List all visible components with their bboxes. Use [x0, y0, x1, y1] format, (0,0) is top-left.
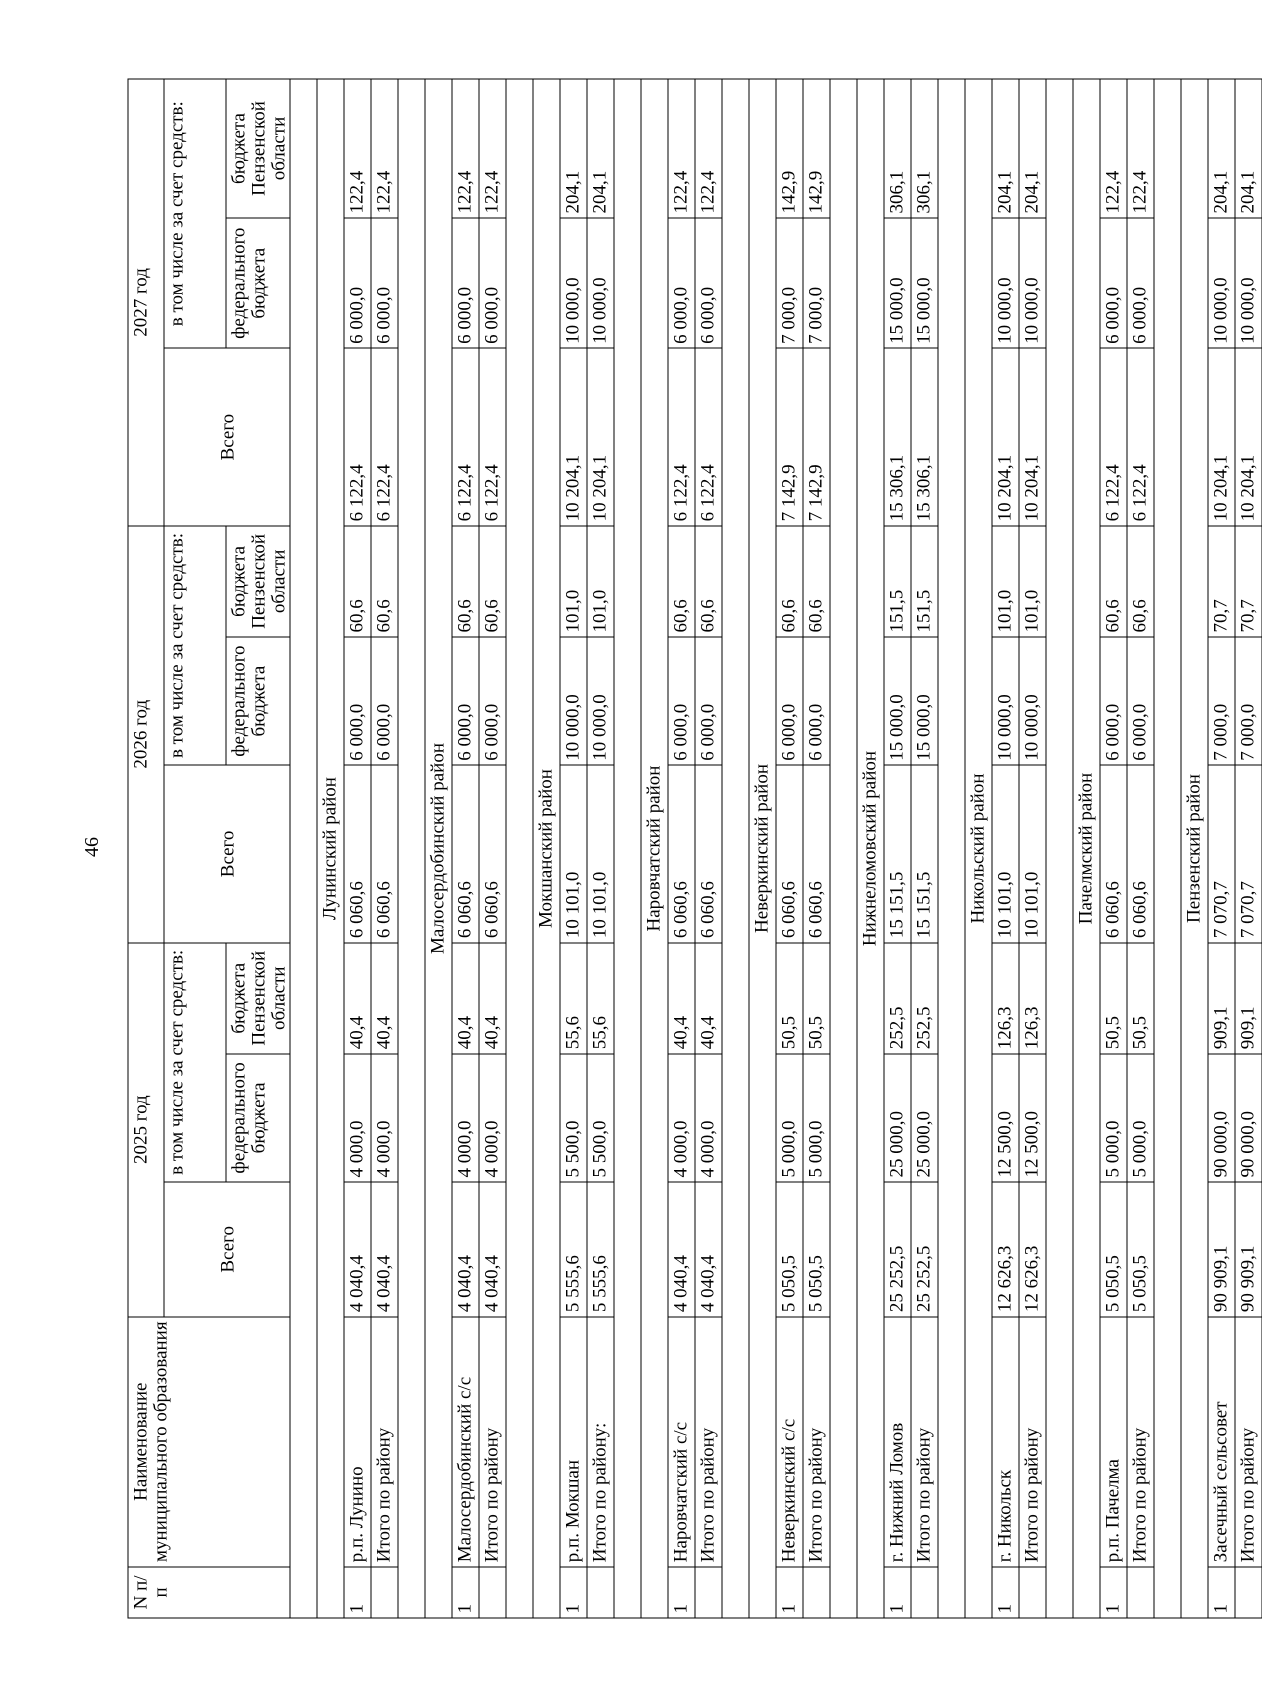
spacer-cell [1046, 79, 1073, 1618]
cell-total-2027: 10 204,1 [587, 348, 614, 525]
table-row [884, 79, 911, 1618]
total-row [1235, 79, 1262, 1618]
cell-federal-2026: 6 000,0 [452, 637, 479, 765]
municipality-name: Итого по району [1019, 1317, 1046, 1567]
cell-regional-2025: 252,5 [884, 943, 911, 1054]
total-row [371, 79, 398, 1618]
municipality-name: Итого по району [803, 1317, 830, 1567]
cell-federal-2025: 12 500,0 [992, 1054, 1019, 1182]
cell-regional-2025: 40,4 [479, 943, 506, 1054]
table-row [992, 79, 1019, 1618]
cell-total-2026: 7 070,7 [1208, 765, 1235, 942]
row-number [1019, 1567, 1046, 1618]
district-row [857, 79, 884, 1618]
cell-federal-2025: 5 000,0 [1127, 1054, 1154, 1182]
spacer-cell [830, 79, 857, 1618]
cell-total-2027: 15 306,1 [911, 348, 938, 525]
cell-regional-2025: 40,4 [452, 943, 479, 1054]
cell-total-2027: 10 204,1 [1235, 348, 1262, 525]
spacer-row [506, 79, 533, 1618]
row-number: 1 [992, 1567, 1019, 1618]
header-federal-2025: федерального бюджета [226, 1054, 290, 1182]
spacer-cell [1154, 79, 1181, 1618]
cell-regional-2027: 122,4 [371, 79, 398, 218]
cell-regional-2025: 40,4 [371, 943, 398, 1054]
row-number: 1 [776, 1567, 803, 1618]
district-name: Малосердобинский район [425, 79, 452, 1618]
spacer-row [290, 79, 317, 1618]
cell-regional-2027: 122,4 [344, 79, 371, 218]
cell-total-2026: 6 060,6 [668, 765, 695, 942]
row-number: 1 [452, 1567, 479, 1618]
cell-regional-2027: 142,9 [776, 79, 803, 218]
row-number [479, 1567, 506, 1618]
table-header [128, 79, 290, 1618]
cell-regional-2026: 60,6 [668, 526, 695, 637]
cell-federal-2026: 6 000,0 [1100, 637, 1127, 765]
spacer-row [938, 79, 965, 1618]
spacer-cell [614, 79, 641, 1618]
cell-total-2026: 7 070,7 [1235, 765, 1262, 942]
row-number [587, 1567, 614, 1618]
cell-regional-2025: 40,4 [344, 943, 371, 1054]
spacer-row [1046, 79, 1073, 1618]
total-row [803, 79, 830, 1618]
page-number: 46 [81, 837, 103, 857]
cell-federal-2025: 4 000,0 [479, 1054, 506, 1182]
total-row [587, 79, 614, 1618]
cell-federal-2027: 10 000,0 [1208, 218, 1235, 348]
cell-federal-2025: 5 500,0 [587, 1054, 614, 1182]
cell-federal-2027: 15 000,0 [884, 218, 911, 348]
row-number [803, 1567, 830, 1618]
table-row [344, 79, 371, 1618]
cell-regional-2026: 151,5 [911, 526, 938, 637]
spacer-row [398, 79, 425, 1618]
cell-total-2026: 6 060,6 [479, 765, 506, 942]
district-row [317, 79, 344, 1618]
district-name: Лунинский район [317, 79, 344, 1618]
cell-total-2026: 6 060,6 [1127, 765, 1154, 942]
cell-total-2026: 6 060,6 [371, 765, 398, 942]
cell-regional-2026: 60,6 [803, 526, 830, 637]
municipality-name: р.п. Лунино [344, 1317, 371, 1567]
table-body [290, 79, 1262, 1618]
table-row [452, 79, 479, 1618]
cell-total-2025: 5 555,6 [587, 1182, 614, 1317]
cell-total-2027: 10 204,1 [560, 348, 587, 525]
cell-regional-2026: 101,0 [587, 526, 614, 637]
cell-federal-2026: 7 000,0 [1208, 637, 1235, 765]
cell-regional-2027: 122,4 [668, 79, 695, 218]
cell-federal-2025: 5 500,0 [560, 1054, 587, 1182]
total-row [911, 79, 938, 1618]
cell-federal-2027: 15 000,0 [911, 218, 938, 348]
district-row [1073, 79, 1100, 1618]
cell-federal-2027: 10 000,0 [560, 218, 587, 348]
spacer-row [830, 79, 857, 1618]
cell-regional-2027: 204,1 [992, 79, 1019, 218]
total-row [1019, 79, 1046, 1618]
municipality-name: р.п. Мокшан [560, 1317, 587, 1567]
cell-regional-2026: 70,7 [1235, 526, 1262, 637]
cell-total-2027: 7 142,9 [776, 348, 803, 525]
district-row [1181, 79, 1208, 1618]
row-number: 1 [668, 1567, 695, 1618]
cell-federal-2027: 6 000,0 [1127, 218, 1154, 348]
cell-federal-2027: 6 000,0 [1100, 218, 1127, 348]
cell-total-2027: 6 122,4 [452, 348, 479, 525]
municipality-name: р.п. Пачелма [1100, 1317, 1127, 1567]
cell-federal-2025: 5 000,0 [1100, 1054, 1127, 1182]
cell-total-2025: 25 252,5 [911, 1182, 938, 1317]
district-row [425, 79, 452, 1618]
spacer-cell [722, 79, 749, 1618]
total-row [1127, 79, 1154, 1618]
cell-regional-2025: 55,6 [560, 943, 587, 1054]
cell-total-2026: 15 151,5 [911, 765, 938, 942]
cell-total-2025: 5 050,5 [1100, 1182, 1127, 1317]
cell-federal-2027: 6 000,0 [452, 218, 479, 348]
cell-total-2025: 5 050,5 [803, 1182, 830, 1317]
cell-federal-2027: 10 000,0 [992, 218, 1019, 348]
cell-regional-2027: 122,4 [479, 79, 506, 218]
cell-total-2026: 10 101,0 [587, 765, 614, 942]
cell-federal-2026: 6 000,0 [776, 637, 803, 765]
cell-federal-2025: 4 000,0 [695, 1054, 722, 1182]
cell-federal-2027: 7 000,0 [776, 218, 803, 348]
header-total-2026: Всего [164, 765, 290, 942]
cell-total-2027: 15 306,1 [884, 348, 911, 525]
row-number: 1 [1100, 1567, 1127, 1618]
district-name: Пачелмский район [1073, 79, 1100, 1618]
spacer-cell [506, 79, 533, 1618]
cell-total-2027: 6 122,4 [668, 348, 695, 525]
row-number: 1 [1208, 1567, 1235, 1618]
cell-total-2027: 10 204,1 [1019, 348, 1046, 525]
cell-regional-2026: 101,0 [1019, 526, 1046, 637]
header-including-2025: в том числе за счет средств: [164, 943, 226, 1182]
cell-federal-2027: 7 000,0 [803, 218, 830, 348]
cell-federal-2026: 7 000,0 [1235, 637, 1262, 765]
row-number: 1 [884, 1567, 911, 1618]
cell-regional-2027: 122,4 [1127, 79, 1154, 218]
cell-total-2025: 12 626,3 [992, 1182, 1019, 1317]
municipality-name: Итого по району: [587, 1317, 614, 1567]
cell-federal-2027: 10 000,0 [587, 218, 614, 348]
municipality-name: Неверкинский с/с [776, 1317, 803, 1567]
municipality-name: Засечный сельсовет [1208, 1317, 1235, 1567]
cell-regional-2026: 60,6 [452, 526, 479, 637]
cell-regional-2025: 50,5 [776, 943, 803, 1054]
cell-regional-2026: 60,6 [776, 526, 803, 637]
cell-federal-2027: 10 000,0 [1019, 218, 1046, 348]
cell-federal-2026: 6 000,0 [1127, 637, 1154, 765]
spacer-row [614, 79, 641, 1618]
row-number [371, 1567, 398, 1618]
district-name: Никольский район [965, 79, 992, 1618]
cell-federal-2025: 90 000,0 [1235, 1054, 1262, 1182]
cell-total-2027: 6 122,4 [344, 348, 371, 525]
cell-total-2025: 5 050,5 [776, 1182, 803, 1317]
cell-federal-2026: 6 000,0 [695, 637, 722, 765]
cell-regional-2026: 151,5 [884, 526, 911, 637]
cell-regional-2026: 60,6 [1127, 526, 1154, 637]
municipality-name: Итого по району [1235, 1317, 1262, 1567]
cell-federal-2026: 6 000,0 [479, 637, 506, 765]
cell-total-2026: 6 060,6 [452, 765, 479, 942]
cell-federal-2027: 6 000,0 [668, 218, 695, 348]
cell-total-2026: 6 060,6 [1100, 765, 1127, 942]
municipality-name: Итого по району [1127, 1317, 1154, 1567]
cell-total-2026: 10 101,0 [1019, 765, 1046, 942]
table-row [1208, 79, 1235, 1618]
district-row [749, 79, 776, 1618]
cell-regional-2025: 50,5 [803, 943, 830, 1054]
cell-federal-2026: 6 000,0 [371, 637, 398, 765]
municipality-name: Итого по району [479, 1317, 506, 1567]
budget-table [128, 79, 1262, 1619]
municipality-name: Итого по району [911, 1317, 938, 1567]
cell-regional-2027: 122,4 [452, 79, 479, 218]
cell-regional-2025: 50,5 [1100, 943, 1127, 1054]
row-number: 1 [560, 1567, 587, 1618]
cell-regional-2026: 101,0 [560, 526, 587, 637]
cell-federal-2025: 5 000,0 [776, 1054, 803, 1182]
table-row [668, 79, 695, 1618]
district-name: Неверкинский район [749, 79, 776, 1618]
cell-total-2027: 10 204,1 [1208, 348, 1235, 525]
cell-regional-2025: 50,5 [1127, 943, 1154, 1054]
cell-regional-2027: 306,1 [884, 79, 911, 218]
cell-federal-2027: 6 000,0 [479, 218, 506, 348]
cell-total-2025: 4 040,4 [695, 1182, 722, 1317]
header-including-2027: в том числе за счет средств: [164, 79, 226, 348]
cell-total-2026: 15 151,5 [884, 765, 911, 942]
total-row [479, 79, 506, 1618]
cell-total-2025: 5 555,6 [560, 1182, 587, 1317]
cell-federal-2026: 15 000,0 [911, 637, 938, 765]
cell-total-2027: 6 122,4 [1127, 348, 1154, 525]
header-n: N п/п [128, 1567, 290, 1618]
cell-total-2025: 12 626,3 [1019, 1182, 1046, 1317]
cell-federal-2025: 90 000,0 [1208, 1054, 1235, 1182]
cell-federal-2026: 6 000,0 [803, 637, 830, 765]
cell-federal-2025: 12 500,0 [1019, 1054, 1046, 1182]
table-row [1100, 79, 1127, 1618]
header-federal-2027: федерального бюджета [226, 218, 290, 348]
cell-regional-2026: 70,7 [1208, 526, 1235, 637]
cell-total-2025: 4 040,4 [452, 1182, 479, 1317]
cell-federal-2025: 4 000,0 [668, 1054, 695, 1182]
municipality-name: Итого по району [695, 1317, 722, 1567]
municipality-name: г. Никольск [992, 1317, 1019, 1567]
cell-regional-2025: 909,1 [1235, 943, 1262, 1054]
row-number [695, 1567, 722, 1618]
cell-total-2026: 6 060,6 [695, 765, 722, 942]
cell-total-2026: 6 060,6 [803, 765, 830, 942]
row-number [1235, 1567, 1262, 1618]
municipality-name: г. Нижний Ломов [884, 1317, 911, 1567]
cell-total-2025: 4 040,4 [344, 1182, 371, 1317]
cell-regional-2027: 204,1 [1235, 79, 1262, 218]
header-name: Наименование муниципального образования [128, 1317, 290, 1567]
cell-total-2027: 6 122,4 [1100, 348, 1127, 525]
cell-regional-2025: 55,6 [587, 943, 614, 1054]
cell-federal-2025: 25 000,0 [884, 1054, 911, 1182]
district-row [533, 79, 560, 1618]
cell-regional-2026: 60,6 [695, 526, 722, 637]
district-name: Мокшанский район [533, 79, 560, 1618]
cell-total-2025: 4 040,4 [371, 1182, 398, 1317]
cell-total-2025: 5 050,5 [1127, 1182, 1154, 1317]
municipality-name: Малосердобинский с/с [452, 1317, 479, 1567]
cell-regional-2027: 204,1 [1019, 79, 1046, 218]
cell-total-2027: 6 122,4 [695, 348, 722, 525]
header-year-2027: 2027 год [128, 79, 164, 526]
cell-federal-2025: 25 000,0 [911, 1054, 938, 1182]
cell-regional-2027: 142,9 [803, 79, 830, 218]
cell-total-2027: 6 122,4 [479, 348, 506, 525]
cell-federal-2026: 10 000,0 [560, 637, 587, 765]
cell-federal-2027: 6 000,0 [371, 218, 398, 348]
district-name: Нижнеломовский район [857, 79, 884, 1618]
header-regional-2025: бюджета Пензенской области [226, 943, 290, 1054]
cell-federal-2025: 4 000,0 [452, 1054, 479, 1182]
cell-total-2025: 4 040,4 [668, 1182, 695, 1317]
cell-federal-2027: 6 000,0 [695, 218, 722, 348]
district-name: Пензенский район [1181, 79, 1208, 1618]
cell-regional-2025: 252,5 [911, 943, 938, 1054]
cell-total-2027: 7 142,9 [803, 348, 830, 525]
cell-regional-2026: 60,6 [371, 526, 398, 637]
cell-federal-2026: 6 000,0 [668, 637, 695, 765]
cell-total-2025: 25 252,5 [884, 1182, 911, 1317]
cell-regional-2026: 101,0 [992, 526, 1019, 637]
cell-regional-2026: 60,6 [1100, 526, 1127, 637]
header-including-2026: в том числе за счет средств: [164, 526, 226, 765]
cell-regional-2027: 306,1 [911, 79, 938, 218]
spacer-cell [398, 79, 425, 1618]
cell-total-2027: 6 122,4 [371, 348, 398, 525]
spacer-cell [290, 79, 317, 1618]
cell-regional-2027: 204,1 [587, 79, 614, 218]
cell-regional-2027: 122,4 [695, 79, 722, 218]
cell-federal-2025: 4 000,0 [371, 1054, 398, 1182]
municipality-name: Наровчатский с/с [668, 1317, 695, 1567]
cell-regional-2027: 204,1 [1208, 79, 1235, 218]
cell-total-2027: 10 204,1 [992, 348, 1019, 525]
cell-regional-2025: 126,3 [1019, 943, 1046, 1054]
cell-regional-2027: 204,1 [560, 79, 587, 218]
cell-federal-2027: 6 000,0 [344, 218, 371, 348]
cell-regional-2025: 40,4 [668, 943, 695, 1054]
cell-regional-2027: 122,4 [1100, 79, 1127, 218]
table-row [776, 79, 803, 1618]
cell-federal-2026: 10 000,0 [587, 637, 614, 765]
cell-federal-2026: 15 000,0 [884, 637, 911, 765]
district-row [641, 79, 668, 1618]
cell-total-2025: 4 040,4 [479, 1182, 506, 1317]
cell-regional-2025: 909,1 [1208, 943, 1235, 1054]
cell-total-2026: 10 101,0 [560, 765, 587, 942]
cell-federal-2025: 5 000,0 [803, 1054, 830, 1182]
row-number [1127, 1567, 1154, 1618]
cell-total-2026: 6 060,6 [776, 765, 803, 942]
cell-total-2026: 10 101,0 [992, 765, 1019, 942]
header-year-2025: 2025 год [128, 943, 164, 1317]
cell-regional-2026: 60,6 [344, 526, 371, 637]
row-number: 1 [344, 1567, 371, 1618]
cell-regional-2026: 60,6 [479, 526, 506, 637]
district-row [965, 79, 992, 1618]
header-total-2025: Всего [164, 1182, 290, 1317]
header-regional-2027: бюджета Пензенской области [226, 79, 290, 218]
spacer-cell [938, 79, 965, 1618]
header-year-2026: 2026 год [128, 526, 164, 943]
cell-federal-2025: 4 000,0 [344, 1054, 371, 1182]
district-name: Наровчатский район [641, 79, 668, 1618]
municipality-name: Итого по району [371, 1317, 398, 1567]
spacer-row [1154, 79, 1181, 1618]
total-row [695, 79, 722, 1618]
cell-total-2025: 90 909,1 [1208, 1182, 1235, 1317]
row-number [911, 1567, 938, 1618]
cell-federal-2027: 10 000,0 [1235, 218, 1262, 348]
cell-federal-2026: 6 000,0 [344, 637, 371, 765]
cell-regional-2025: 126,3 [992, 943, 1019, 1054]
cell-regional-2025: 40,4 [695, 943, 722, 1054]
rotated-table-container [128, 79, 1259, 1619]
cell-federal-2026: 10 000,0 [992, 637, 1019, 765]
cell-total-2026: 6 060,6 [344, 765, 371, 942]
cell-federal-2026: 10 000,0 [1019, 637, 1046, 765]
table-row [560, 79, 587, 1618]
header-federal-2026: федерального бюджета [226, 637, 290, 765]
spacer-row [722, 79, 749, 1618]
cell-total-2025: 90 909,1 [1235, 1182, 1262, 1317]
header-regional-2026: бюджета Пензенской области [226, 526, 290, 637]
header-total-2027: Всего [164, 348, 290, 525]
